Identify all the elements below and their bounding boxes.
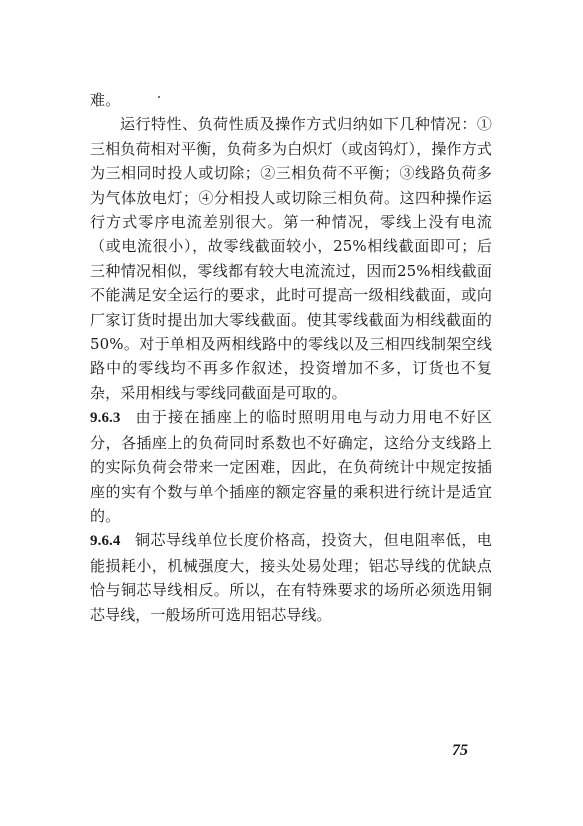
paragraph-text: 运行特性、负荷性质及操作方式归纳如下几种情况：①三相负荷相对平衡，负荷多为白炽灯（或卤钨灯），操作方式为三相同时投人或切除；②三相负荷不平衡；③线路负荷多为气体放电灯；④分相投人或切除三相负荷。这四种操作运行方式零序电流差别很大。第一种情况，零线上没有电流（或电流很小），故零线截面较小，25%相线截面即可；后三种情况相似，零线都有较大电流流过，因而25%相线截面不能满足安全运行的要求，此时可提高一级相线截面，或向厂家订货时提出加大零线截面。使其零线截面为相线截面的50%。对于单相及两相线路中的零线以及三相四线制架空线路中的零线均不再多作叙述，投资增加不多，订货也不复杂，采用相线与零线同截面是可取的。 bbox=[90, 115, 492, 402]
paragraph-text: 铜芯导线单位长度价格高，投资大，但电阻率低，电能损耗小，机械强度大，接头处易处理；铝芯导线的优缺点恰与铜芯导线相反。所以，在有特殊要求的场所必须选用铜芯导线，一般场所可选用铝芯导线。 bbox=[90, 531, 492, 624]
section-number: 9.6.4 bbox=[90, 533, 121, 550]
paragraph-text: 难。 bbox=[90, 91, 121, 109]
document-body bbox=[90, 88, 492, 627]
page-number: 75 bbox=[452, 742, 468, 759]
section-number: 9.6.3 bbox=[90, 410, 121, 427]
paragraph-operating-characteristics bbox=[90, 112, 492, 405]
paragraph-continuation bbox=[90, 88, 492, 112]
paragraph-text: 由于接在插座上的临时照明用电与动力用电不好区分，各插座上的负荷同时系数也不好确定，这给分支线路上的实际负荷会带来一定困难，因此，在负荷统计中规定按插座的实有个数与单个插座的额定容量的乘积进行统计是适宜的。 bbox=[90, 408, 492, 525]
section-9-6-4 bbox=[90, 528, 492, 627]
section-9-6-3 bbox=[90, 405, 492, 528]
